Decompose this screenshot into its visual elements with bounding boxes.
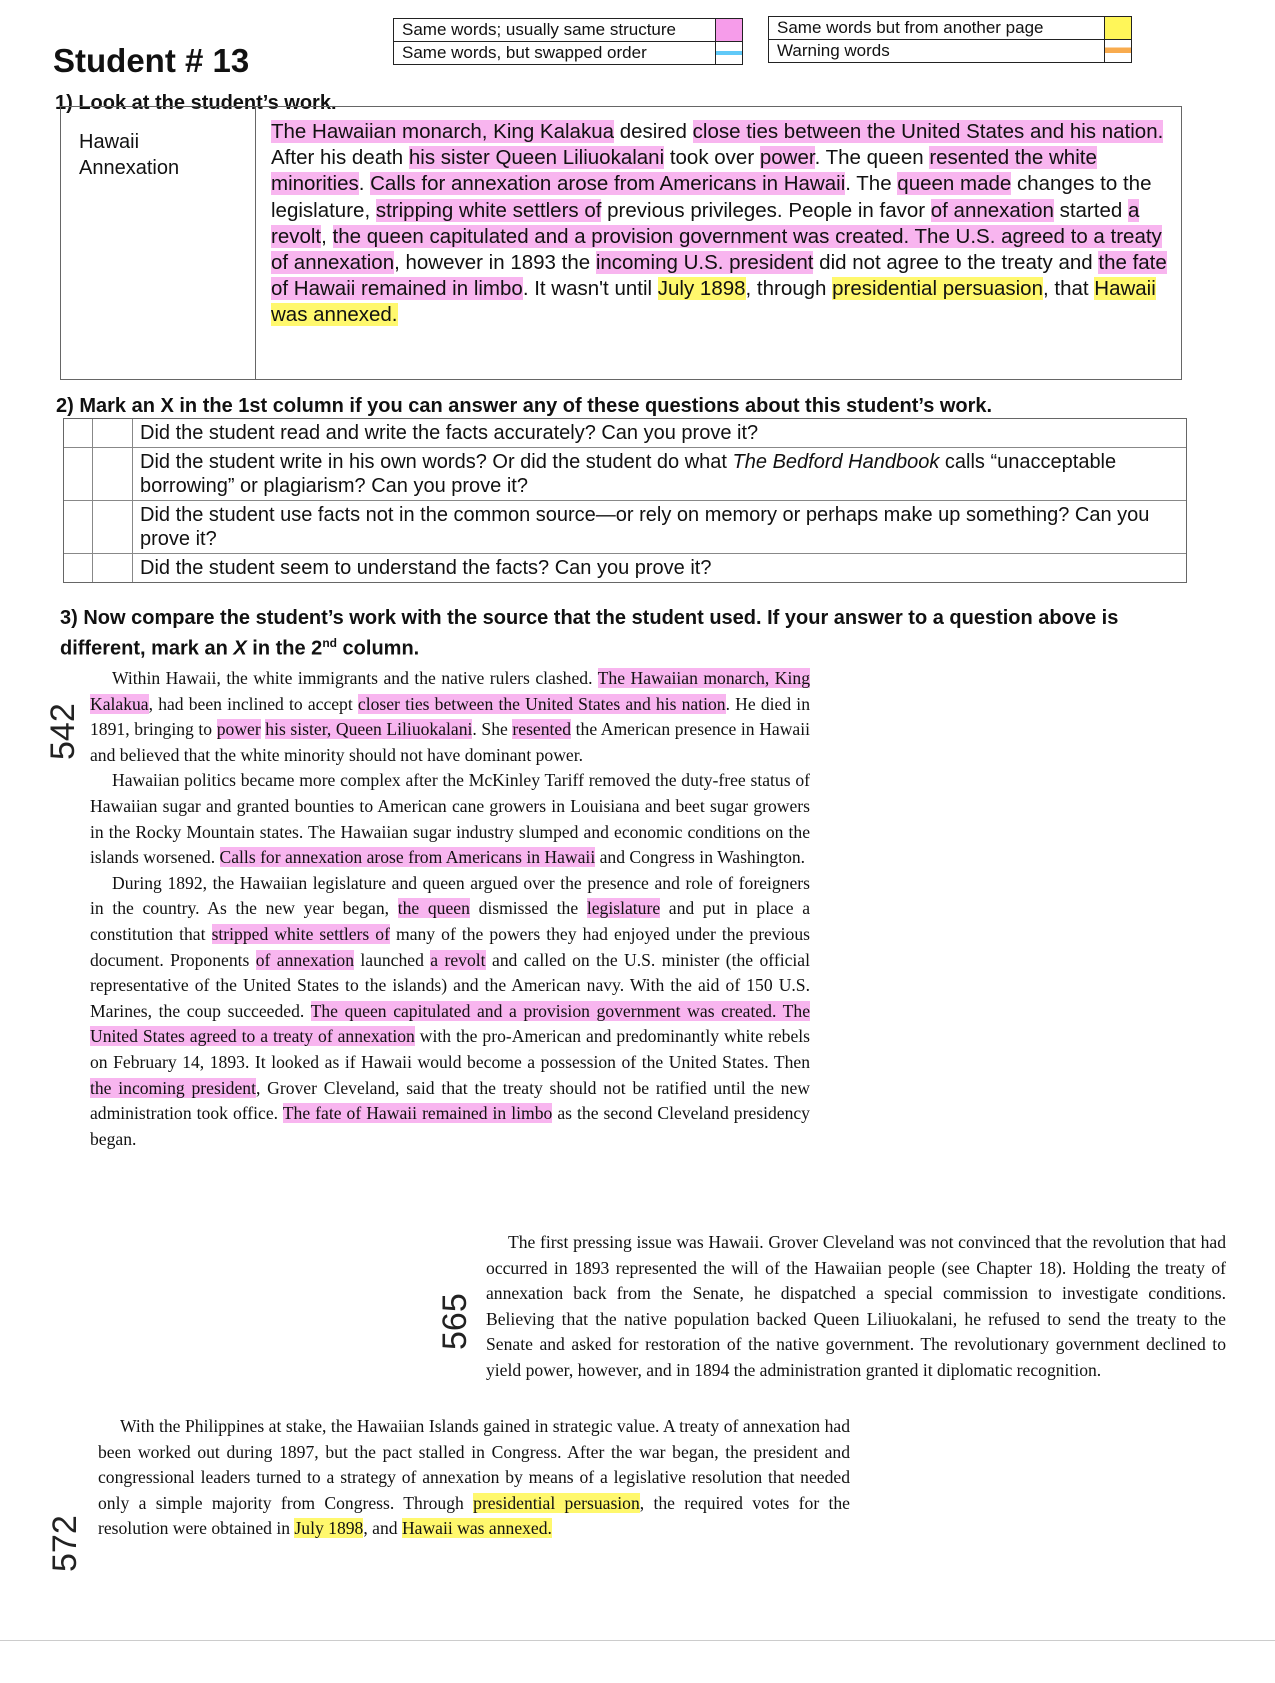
highlighted-phrase: stripped white settlers of [211, 923, 390, 944]
highlighted-phrase: July 1898 [294, 1518, 364, 1539]
question-text: Did the student seem to understand the facts? Can you prove it? [140, 557, 712, 579]
highlighted-phrase: a revolt [271, 198, 1140, 248]
highlighted-phrase: Calls for annexation arose from Americans in Hawaii [370, 172, 846, 196]
highlighted-phrase: the incoming president [90, 1077, 256, 1098]
text-run: During 1892, the Hawaiian legislature and queen argued over the presence and role of foreigners in the country. As the new year began, [90, 872, 810, 919]
highlighted-phrase: stripping white settlers of [375, 198, 602, 222]
legend-swapped-order: Same words, but swapped order [394, 42, 716, 64]
highlighted-phrase: incoming U.S. president [595, 251, 814, 275]
text-run: as the second Cleveland presidency began. [90, 1103, 810, 1149]
source-paragraph: The first pressing issue was Hawaii. Grover Cleveland was not convinced that the revolution that had occurred in 1893 represented the will of the Hawaiian people (see Chapter 18). Holding the treaty of annexation back from the Senate, he dispatched a special commission to investigate conditions. Believing that the native population backed Queen Liliuokalani, he refused to send the treaty to the Senate and asked for restoration of the native government. The revolutionary government declined to yield power, however, and in 1894 the administration granted it diplomatic recognition. [486, 1232, 1226, 1380]
question-row [64, 553, 1186, 582]
page-note-565: 565 [436, 1293, 474, 1350]
text-run: . The [845, 172, 898, 196]
highlighted-phrase: Hawaii was annexed. [271, 277, 1156, 327]
text-run: . It wasn't until [522, 277, 658, 301]
text-run: , Grover Cleveland, said that the treaty should not be ratified until the new administration took office. [90, 1077, 810, 1124]
question-row [64, 500, 1186, 553]
text-run: dismissed the [469, 898, 587, 919]
legend-orange-swatch [1105, 40, 1131, 62]
student-work-table [60, 106, 1182, 380]
text-run: , however in 1893 the [394, 251, 596, 275]
check-column-2[interactable] [92, 448, 133, 500]
text-run: desired [614, 120, 693, 143]
question-text: Did the student use facts not in the common source—or rely on memory or perhaps make up something? Can you prove it? [140, 504, 1150, 550]
legend-warning-words: Warning words [769, 40, 1105, 62]
highlighted-phrase: July 1898 [657, 277, 746, 301]
highlighted-phrase: Calls for annexation arose from Americans in Hawaii [219, 847, 596, 868]
highlighted-phrase: his sister, Queen Liliuokalani [265, 719, 473, 740]
highlighted-phrase: The Hawaiian monarch, King Kalakua [271, 120, 614, 143]
text-run: and put in place a constitution that [90, 898, 811, 944]
text-run: the American presence in Hawaii and believed that the white minority should not have dominant power. [90, 719, 810, 765]
source-paragraph [90, 871, 810, 1153]
topic-label [79, 129, 179, 181]
source-paragraph [98, 1414, 850, 1542]
legend-left [393, 18, 743, 65]
text-run: took over [664, 146, 760, 170]
check-column-1[interactable] [64, 501, 93, 553]
legend-another-page: Same words but from another page [769, 17, 1105, 39]
highlighted-phrase: power [216, 719, 261, 740]
highlighted-phrase: Hawaii was annexed. [401, 1518, 552, 1539]
check-column-1[interactable] [64, 448, 93, 500]
text-run: Within Hawaii, the white immigrants and the native rulers clashed. [112, 668, 598, 688]
highlighted-phrase: The fate of Hawaii remained in limbo [282, 1103, 553, 1124]
legend-yellow-swatch [1105, 17, 1131, 39]
text-run: , had been inclined to accept [148, 693, 358, 714]
highlighted-phrase: The Hawaiian monarch, King Kalakua [90, 668, 810, 714]
text-run: . She [472, 719, 513, 740]
text-run: many of the powers they had enjoyed under the previous document. Proponents [90, 923, 810, 970]
highlighted-phrase: The queen capitulated and a provision government was created. The United States agreed to a treaty of annexation [90, 1000, 810, 1047]
highlighted-phrase: resented [512, 719, 572, 740]
question-row [64, 419, 1186, 447]
page-note-572: 572 [46, 1515, 84, 1572]
source-excerpt-1 [90, 666, 810, 1152]
text-run: , and [363, 1518, 402, 1539]
highlighted-phrase: of annexation [930, 198, 1054, 222]
check-column-2[interactable] [92, 419, 133, 447]
legend-right [768, 16, 1132, 63]
highlighted-phrase: the queen capitulated and a provision government was created. The U.S. agreed to a treaty of annexation [271, 224, 1162, 275]
text-run: After his death [271, 146, 409, 170]
highlighted-phrase: the fate of Hawaii remained in limbo [271, 251, 1167, 301]
legend-pink-swatch [716, 19, 742, 41]
highlighted-phrase: closer ties between the United States and his nation [357, 693, 726, 714]
questions-table [63, 418, 1187, 583]
highlighted-phrase: resented the white minorities [271, 146, 1097, 196]
question-row [64, 447, 1186, 500]
highlighted-phrase: queen made [897, 172, 1012, 196]
text-run: With the Philippines at stake, the Hawaiian Islands gained in strategic value. A treaty of annexation had been worked out during 1897, but the pact stalled in Congress. After the war began, the president and congressional leaders turned to a strategy of annexation by means of a legislative resolution that needed only a simple majority from Congress. Through [98, 1416, 850, 1513]
page-title: Student # 13 [53, 42, 250, 79]
text-run: and called on the U.S. minister (the official representative of the United States to the islands) and the American navy. With the aid of 150 U.S. Marines, the coup succeeded. [90, 949, 810, 1021]
text-run: , the required votes for the resolution were obtained in [98, 1492, 850, 1539]
check-column-2[interactable] [92, 501, 133, 553]
source-paragraph [90, 768, 810, 870]
highlighted-phrase: presidential persuasion [473, 1492, 640, 1513]
source-paragraph [90, 666, 810, 768]
section1-heading: 1) Look at the student’s work. [55, 92, 337, 114]
highlighted-phrase: presidential persuasion [832, 277, 1043, 301]
text-run: Hawaiian politics became more complex after the McKinley Tariff removed the duty-free status of Hawaiian sugar and granted bounties to American cane growers in Louisiana and beet sugar growers in the Rocky Mountain states. The Hawaiian sugar industry slumped and economic conditions on the islands worsened. [90, 770, 810, 868]
highlighted-phrase: the queen [397, 898, 470, 919]
topic-line-1: Hawaii [79, 131, 140, 153]
section3-heading: 3) Now compare the student’s work with the source that the student used. If your answer to a question above is different, mark an X in the 2nd column. [60, 607, 1119, 660]
topic-cell [61, 107, 256, 379]
text-run: . [358, 172, 371, 196]
text-run: launched [354, 949, 431, 970]
check-column-1[interactable] [64, 419, 93, 447]
text-run: with the pro-American and predominantly white rebels on February 14, 1893. It looked as if Hawaii would become a possession of the United States. Then [90, 1026, 810, 1072]
page-bottom-rule [0, 1640, 1275, 1641]
highlighted-phrase: of annexation [255, 949, 354, 970]
student-essay [271, 119, 1171, 329]
text-run: , that [1042, 277, 1095, 301]
highlighted-phrase: legislature [586, 898, 661, 919]
text-run: and Congress in Washington. [595, 847, 806, 868]
question-text: Did the student write in his own words? Or did the student do what The Bedford Handbook calls “unacceptable borrowing” or plagiarism? Can you prove it? [140, 451, 1117, 497]
question-text: Did the student read and write the facts accurately? Can you prove it? [140, 422, 759, 444]
check-column-1[interactable] [64, 554, 93, 582]
section2-heading: 2) Mark an X in the 1st column if you can answer any of these questions about this student’s work. [56, 395, 993, 417]
page-note-542: 542 [44, 703, 82, 760]
text-run: , through [745, 277, 833, 301]
topic-line-2: Annexation [79, 157, 180, 179]
text-run: did not agree to the treaty and [813, 251, 1099, 275]
highlighted-phrase: power [759, 146, 815, 170]
text-run: . He died in 1891, bringing to [90, 693, 810, 740]
text-run: changes to the legislature, [271, 172, 1152, 222]
text-run: previous privileges. People in favor [601, 198, 931, 222]
legend-same-structure: Same words; usually same structure [394, 19, 716, 41]
highlighted-phrase: close ties between the United States and his nation. [692, 120, 1164, 143]
highlighted-phrase: a revolt [430, 949, 486, 970]
source-excerpt-3 [98, 1414, 850, 1542]
text-run: started [1053, 198, 1128, 222]
text-run: , [321, 224, 333, 248]
check-column-2[interactable] [92, 554, 133, 582]
highlighted-phrase: his sister Queen Liliuokalani [408, 146, 665, 170]
source-excerpt-2 [486, 1230, 1226, 1384]
text-run: . The queen [814, 146, 930, 170]
legend-blue-swatch [716, 42, 742, 64]
